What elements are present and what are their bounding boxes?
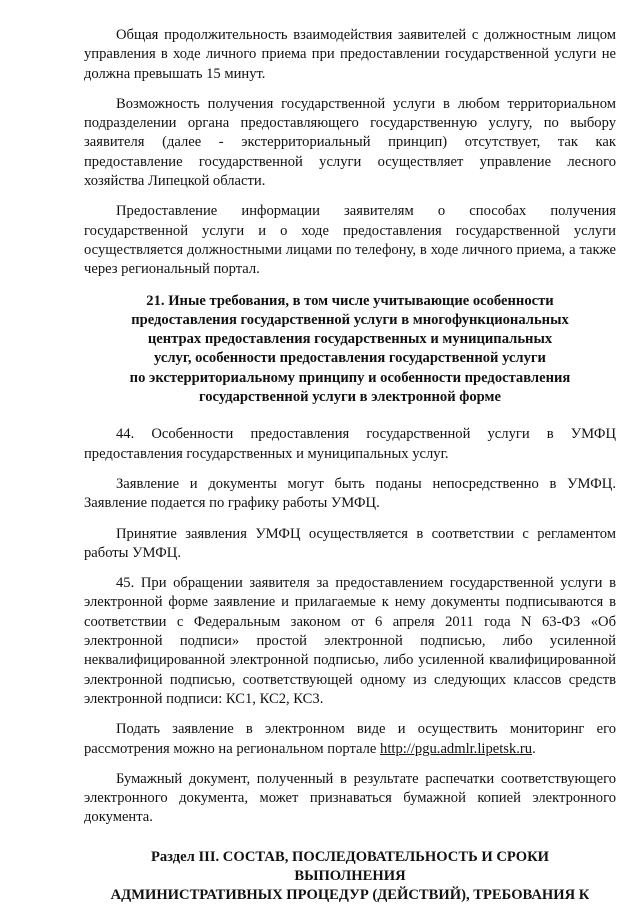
section-heading-line: ВЫПОЛНЕНИЯ (294, 867, 406, 884)
portal-text: Подать заявление в электронном виде и осуществить мониторинг его рассмотрения можно на региональном портале (84, 721, 616, 757)
section-heading-line: АДМИНИСТРАТИВНЫХ ПРОЦЕДУР (ДЕЙСТВИЙ), ТРЕБОВАНИЯ К (110, 887, 590, 904)
paragraph-extraterritorial-principle: Возможность получения государственной услуги в любом территориальном подразделении органа предоставляющего государственную услугу, по выбору заявителя (далее - экстерриториальный принцип) отсутствует, так как предоставление государственной услуги осуществляет управление лесного хозяйства Липецкой области. (84, 95, 616, 190)
section-21-heading (84, 292, 616, 408)
paragraph-personal-reception-duration: Общая продолжительность взаимодействия заявителей с должностным лицом управления в ходе личного приема при предоставлении государственной услуги не должна превышать 15 минут. (84, 27, 616, 82)
heading-line: по экстерриториальному принципу и особенности предоставления (129, 369, 571, 386)
portal-text-end: . (532, 740, 536, 757)
heading-line: государственной услуги в электронной форме (199, 389, 501, 406)
paragraph-regional-portal (84, 720, 616, 759)
paragraph-44-umfc-features: 44. Особенности предоставления государственной услуги в УМФЦ предоставления государственных и муниципальных услуг. (84, 426, 616, 462)
paragraph-umfc-submission: Заявление и документы могут быть поданы непосредственно в УМФЦ. Заявление подается по графику работы УМФЦ. (84, 475, 616, 512)
regional-portal-link[interactable]: http://pgu.admlr.lipetsk.ru (380, 740, 533, 757)
heading-line: центрах предоставления государственных и муниципальных (147, 331, 553, 348)
paragraph-information-provision: Предоставление информации заявителям о способах получения государственной услуги и о ходе предоставления государственной услуги осуществляется должностными лицами по телефону, в ходе личного приема, а также через региональный портал. (84, 203, 616, 278)
paragraph-45-electronic-signature: 45. При обращении заявителя за предоставлением государственной услуги в электронной форме заявление и прилагаемые к нему документы подписываются в соответствии с Федеральным законом от 6 апреля 2011 года N 63-ФЗ «Об электронной подписи» простой электронной подписью, либо усиленной неквалифицированной электронной подписью, либо усиленной квалифицированной электронной подписью, соответствующей одному из следующих классов средств электронной подписи: КС1, КС2, КС3. (84, 575, 616, 707)
section-3-heading (84, 848, 616, 906)
heading-line: предоставления государственной услуги в многофункциональных (131, 311, 569, 328)
heading-line: 21. Иные требования, в том числе учитывающие особенности (146, 292, 554, 309)
heading-line: услуг, особенности предоставления государственной услуги (154, 350, 546, 367)
paragraph-umfc-acceptance: Принятие заявления УМФЦ осуществляется в соответствии с регламентом работы УМФЦ. (84, 525, 616, 561)
section-heading-line: Раздел III. СОСТАВ, ПОСЛЕДОВАТЕЛЬНОСТЬ И СРОКИ (150, 848, 550, 865)
paragraph-paper-copy: Бумажный документ, полученный в результате распечатки соответствующего электронного документа, может признаваться бумажной копией электронного документа. (84, 770, 616, 826)
